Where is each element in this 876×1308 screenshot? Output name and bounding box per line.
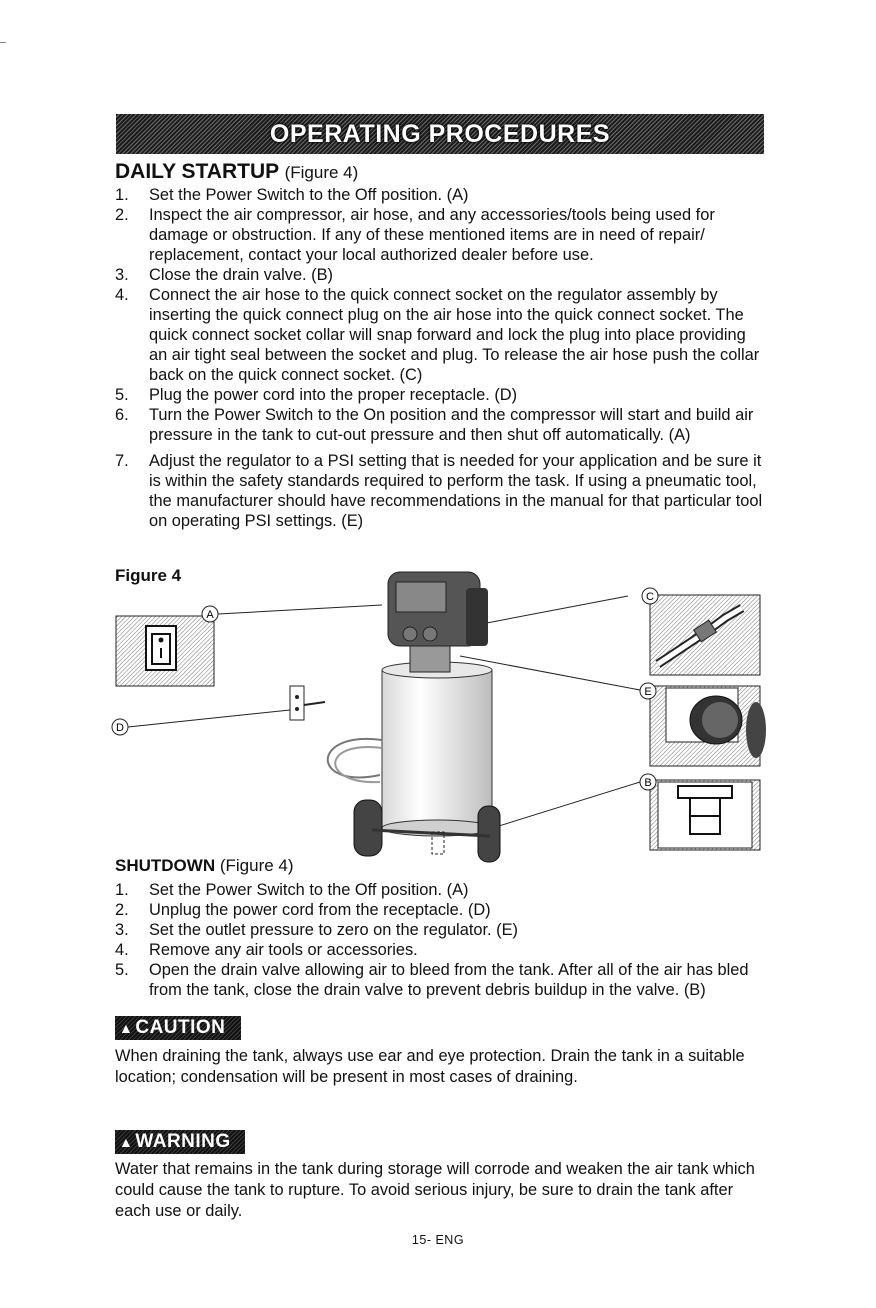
warning-badge xyxy=(115,1130,245,1154)
step-text: Remove any air tools or accessories. xyxy=(149,941,418,959)
callout-d-label: D xyxy=(116,722,124,734)
step-number: 5. xyxy=(115,961,129,979)
page-number: 15- ENG xyxy=(411,1233,465,1247)
warning-text: Water that remains in the tank during storage will corrode and weaken the air tank which could cause the tank to rupture. To avoid serious injury, be sure to drain the tank after each use or daily. xyxy=(115,1160,755,1220)
inset-regulator xyxy=(650,686,766,766)
inset-power-switch xyxy=(116,616,214,686)
step-number: 1. xyxy=(115,881,129,899)
warning-label: WARNING xyxy=(135,1131,231,1152)
caution-label: CAUTION xyxy=(135,1017,226,1038)
step-text: Unplug the power cord from the receptacle. (D) xyxy=(149,901,491,919)
list-item xyxy=(115,385,767,405)
step-text: Set the Power Switch to the Off position. (A) xyxy=(149,186,469,204)
daily-startup-title: DAILY STARTUP xyxy=(115,160,279,183)
step-text: Connect the air hose to the quick connect socket on the regulator assembly by inserting the quick connect plug on the air hose into the quick connect socket. The quick connect socket collar will snap forward and lock the plug into place providing an air tight seal between the socket and plug. To release the air hose push the collar back on the quick connect socket. (C) xyxy=(149,286,760,384)
step-text: Adjust the regulator to a PSI setting that is needed for your application and be sure it is within the safety standards required to perform the task. If using a pneumatic tool, the manufacturer should have recommendations in the manual for that particular tool on operating PSI settings. (E) xyxy=(149,452,763,530)
callout-e xyxy=(640,683,656,699)
step-number: 4. xyxy=(115,941,129,959)
callout-e-label: E xyxy=(644,686,652,698)
step-text: Open the drain valve allowing air to bleed from the tank. After all of the air has bled from the tank, close the drain valve to prevent debris buildup in the valve. (B) xyxy=(149,961,749,999)
step-number: 2. xyxy=(115,206,129,224)
daily-startup-heading xyxy=(115,160,358,184)
step-number: 6. xyxy=(115,406,129,424)
inset-drain-valve xyxy=(650,780,760,850)
step-text: Set the outlet pressure to zero on the regulator. (E) xyxy=(149,921,518,939)
step-text: Plug the power cord into the proper receptacle. (D) xyxy=(149,386,518,404)
step-number: 3. xyxy=(115,266,129,284)
warning-triangle-icon: ▲ xyxy=(119,1020,134,1036)
step-text: Close the drain valve. (B) xyxy=(149,266,334,284)
shutdown-heading xyxy=(115,856,294,876)
caution-badge xyxy=(115,1016,241,1040)
list-item xyxy=(115,880,767,900)
list-item xyxy=(115,960,767,1000)
callout-c xyxy=(642,588,658,604)
step-number: 3. xyxy=(115,921,129,939)
section-banner xyxy=(116,114,764,154)
callout-d xyxy=(112,719,128,735)
list-item xyxy=(115,285,767,385)
step-text: Set the Power Switch to the Off position. (A) xyxy=(149,881,469,899)
shutdown-steps xyxy=(115,880,767,1000)
step-text: Turn the Power Switch to the On position and the compressor will start and build air pressure in the tank to cut-out pressure and then shut off automatically. (A) xyxy=(149,406,754,444)
step-number: 7. xyxy=(115,452,129,470)
compressor-illustration xyxy=(290,572,500,862)
daily-startup-steps xyxy=(115,185,767,531)
step-number: 5. xyxy=(115,386,129,404)
caution-text: When draining the tank, always use ear and eye protection. Drain the tank in a suitable location; condensation will be present in most cases of draining. xyxy=(115,1047,745,1086)
shutdown-title: SHUTDOWN xyxy=(115,856,216,875)
list-item xyxy=(115,940,767,960)
section-title: OPERATING PROCEDURES xyxy=(269,119,611,148)
step-number: 2. xyxy=(115,901,129,919)
list-item xyxy=(115,405,767,445)
list-item xyxy=(115,185,767,205)
daily-startup-ref: (Figure 4) xyxy=(284,163,359,182)
callout-a xyxy=(202,606,218,622)
shutdown-ref: (Figure 4) xyxy=(219,856,294,875)
callout-b xyxy=(640,774,656,790)
callout-c-label: C xyxy=(646,591,654,603)
list-item xyxy=(115,900,767,920)
callout-a-label: A xyxy=(206,609,214,621)
list-item xyxy=(115,265,767,285)
step-text: Inspect the air compressor, air hose, and any accessories/tools being used for damage or obstruction. If any of these mentioned items are in need of repair/ replacement, contact your local authorized dealer before use. xyxy=(149,206,715,264)
list-item xyxy=(115,451,767,531)
warning-triangle-icon: ▲ xyxy=(119,1134,134,1150)
inset-quick-connect xyxy=(650,595,760,675)
edge-mark xyxy=(0,42,6,43)
compressor-figure xyxy=(110,560,770,870)
list-item xyxy=(115,920,767,940)
step-number: 1. xyxy=(115,186,129,204)
step-number: 4. xyxy=(115,286,129,304)
callout-b-label: B xyxy=(644,777,652,789)
list-item xyxy=(115,205,767,265)
figure-label: Figure 4 xyxy=(115,566,182,585)
